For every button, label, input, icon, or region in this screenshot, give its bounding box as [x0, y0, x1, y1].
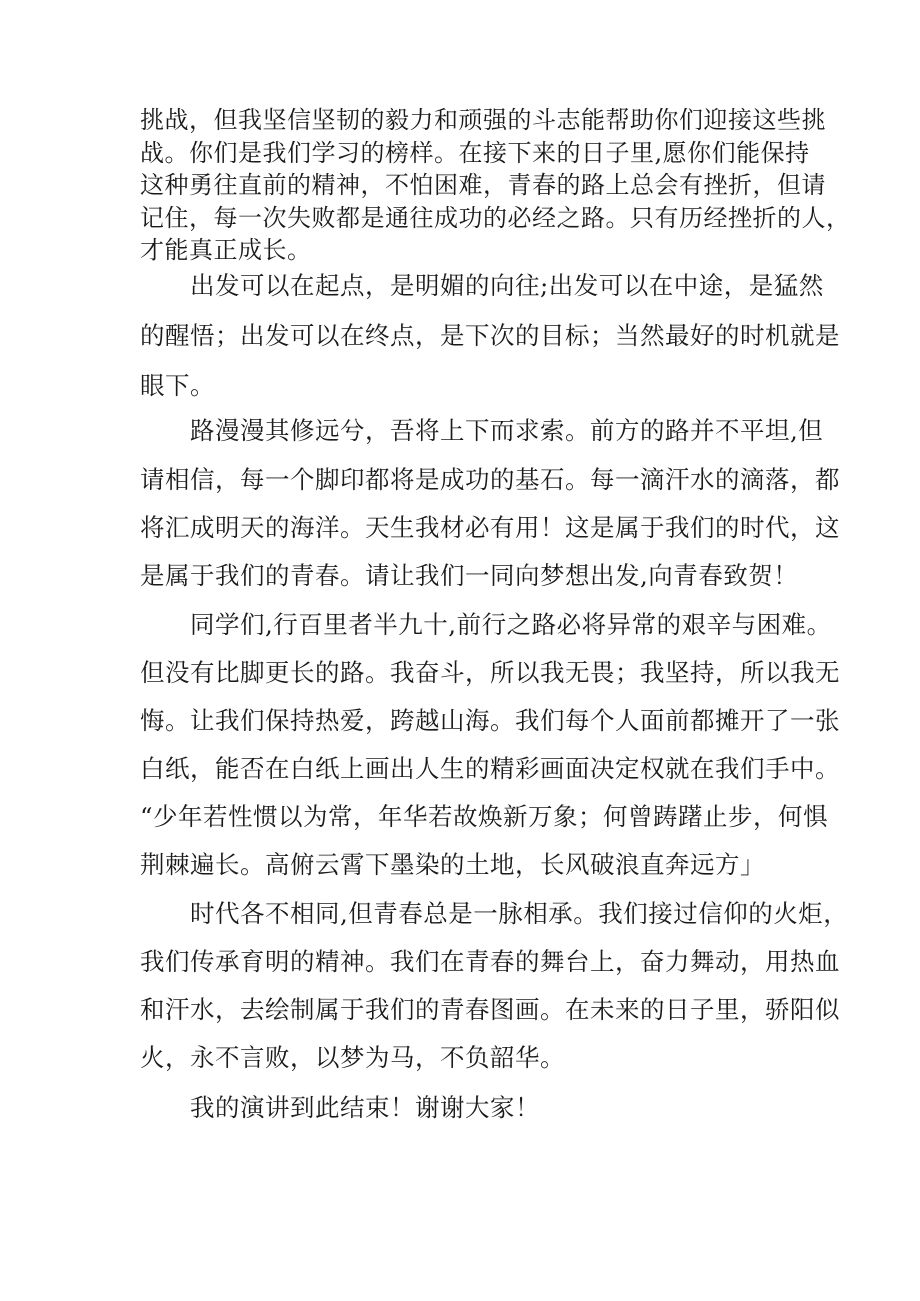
text-line: 悔。让我们保持热爱，跨越山海。我们每个人面前都摊开了一张 — [140, 706, 840, 735]
text-line: 出发可以在起点，是明媚的向往;出发可以在中途，是猛然 — [190, 271, 824, 300]
text-line: 但没有比脚更长的路。我奋斗，所以我无畏；我坚持，所以我无 — [140, 658, 840, 687]
text-line: 是属于我们的青春。请让我们一同向梦想出发,向青春致贺！ — [140, 561, 799, 590]
text-line: 记住，每一次失败都是通往成功的必经之路。只有历经挫折的人， — [140, 204, 851, 232]
text-line: 才能真正成长。 — [140, 236, 312, 264]
text-line: 时代各不相同,但青春总是一脉相承。我们接过信仰的火炬， — [190, 899, 849, 928]
text-line: 战。你们是我们学习的榜样。在接下来的日子里,愿你们能保持 — [140, 139, 810, 167]
text-line: 将汇成明天的海洋。天生我材必有用！这是属于我们的时代，这 — [140, 513, 840, 542]
text-line: 路漫漫其修远兮，吾将上下而求索。前方的路并不平坦,但 — [190, 416, 824, 445]
text-line: 的醒悟；出发可以在终点，是下次的目标；当然最好的时机就是 — [140, 321, 840, 350]
text-line: 我们传承育明的精神。我们在青春的舞台上，奋力舞动，用热血 — [140, 947, 840, 976]
text-line: 和汗水，去绘制属于我们的青春图画。在未来的日子里，骄阳似 — [140, 995, 840, 1024]
text-line: 请相信，每一个脚印都将是成功的基石。每一滴汗水的滴落，都 — [140, 465, 840, 494]
text-line: 火，永不言败，以梦为马，不负韶华。 — [140, 1043, 565, 1072]
text-line: 挑战，但我坚信坚韧的毅力和顽强的斗志能帮助你们迎接这些挑 — [140, 106, 826, 134]
text-line: 这种勇往直前的精神，不怕困难，青春的路上总会有挫折，但请 — [140, 171, 826, 199]
text-line: 白纸，能否在白纸上画出人生的精彩画面决定权就在我们手中。 — [140, 754, 840, 783]
text-line: “少年若性惯以为常，年华若故焕新万象；何曾踌躇止步，何惧 — [140, 802, 829, 831]
text-line: 同学们,行百里者半九十,前行之路必将异常的艰辛与困难。 — [190, 610, 832, 639]
text-line: 眼下。 — [140, 371, 215, 400]
text-line: 荆棘遍长。高俯云霄下墨染的土地，长风破浪直奔远方」 — [140, 850, 765, 879]
text-line: 我的演讲到此结束！谢谢大家！ — [190, 1093, 540, 1122]
